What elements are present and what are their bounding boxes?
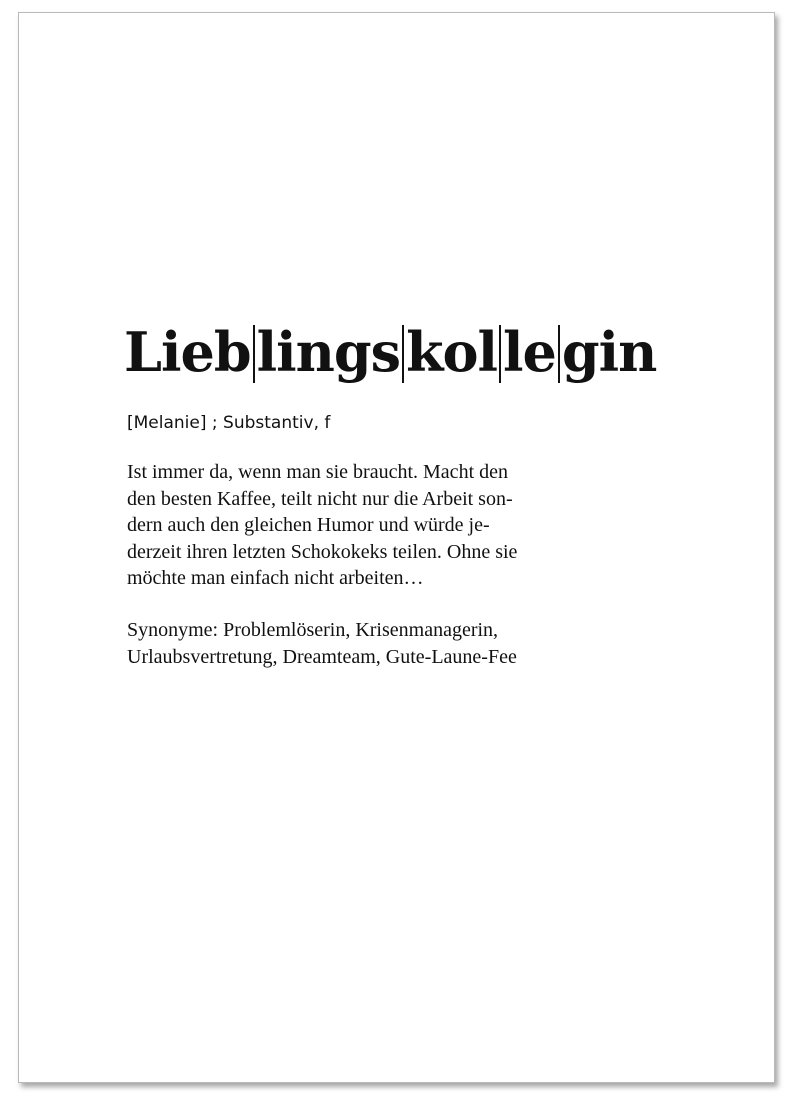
headword-syllable: gin [561,320,657,384]
definition-text [127,459,517,592]
headword-syllable: lings [256,320,401,384]
definition-line: dern auch den gleichen Humor und würde je- [127,514,490,536]
headword-syllable: le [503,320,556,384]
synonyms-line: Urlaubsvertretung, Dreamteam, Gute-Laune-Fee [127,645,517,668]
part-of-speech: Substantiv, f [223,413,331,433]
grammar-line [127,413,330,433]
synonyms-text [127,617,517,670]
grammar-separator: ; [211,413,218,433]
syllable-divider [253,325,255,383]
definition-line: Ist immer da, wenn man sie braucht. Macht den [127,461,508,483]
syllable-divider [402,325,404,383]
synonyms-line: Synonyme: Problemlöserin, Krisenmanagerin, [127,619,499,641]
headword-syllable: kol [406,320,498,384]
definition-line: möchte man einfach nicht arbeiten… [127,567,424,589]
headword-syllable: Lieb [124,320,251,384]
headword [124,320,657,384]
person-name: [Melanie] [127,413,207,433]
definition-line: derzeit ihren letzten Schokokeks teilen. Ohne sie [127,540,518,563]
syllable-divider [558,325,560,383]
definition-line: den besten Kaffee, teilt nicht nur die Arbeit son- [127,487,513,510]
poster-sheet [18,12,775,1083]
syllable-divider [499,325,501,383]
